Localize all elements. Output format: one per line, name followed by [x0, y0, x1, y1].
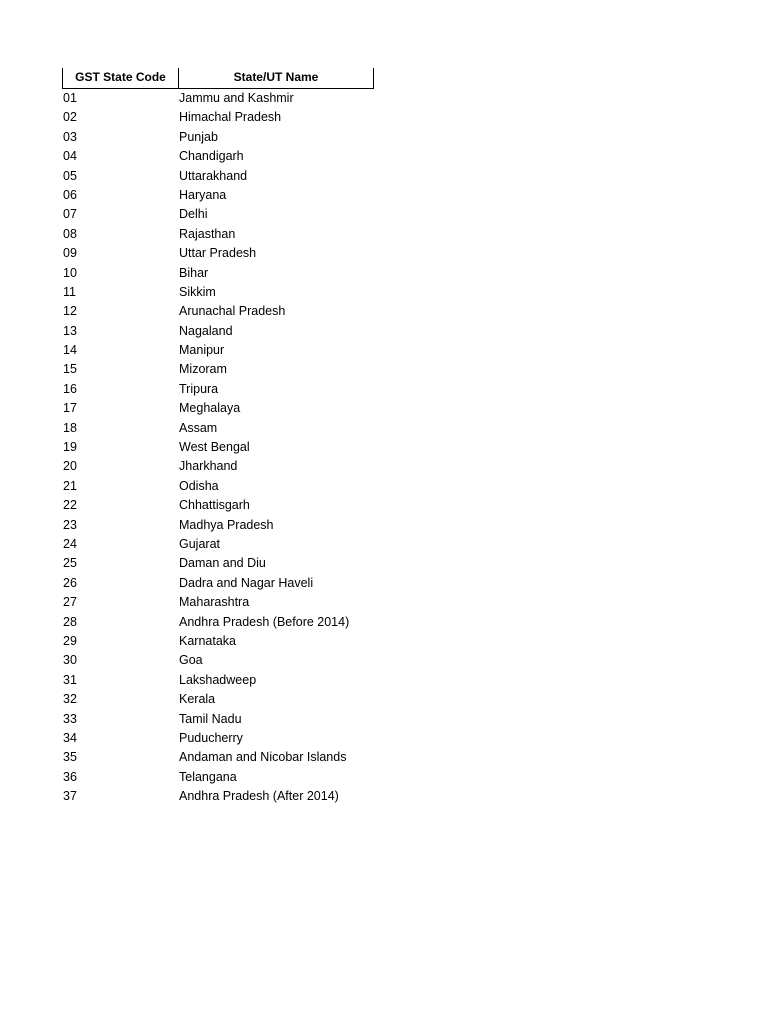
state-name-cell: Tamil Nadu	[179, 711, 242, 726]
table-row	[62, 302, 374, 321]
table-row	[62, 516, 374, 535]
state-code-cell: 18	[63, 420, 77, 435]
state-name-cell: Manipur	[179, 343, 225, 358]
state-name-cell: Puducherry	[179, 730, 243, 745]
state-code-cell: 10	[63, 265, 77, 280]
state-name-cell: Telangana	[179, 769, 237, 784]
state-code-cell: 33	[63, 711, 77, 726]
table-row	[62, 710, 374, 729]
table-row	[62, 244, 374, 263]
state-name-cell: Uttarakhand	[179, 168, 248, 183]
state-name-cell: Dadra and Nagar Haveli	[179, 575, 314, 590]
state-name-cell: Andhra Pradesh (After 2014)	[179, 789, 339, 804]
table-row	[62, 613, 374, 632]
table-row	[62, 457, 374, 476]
state-name-cell: Bihar	[179, 265, 209, 280]
table-row	[62, 264, 374, 283]
table-row	[62, 341, 374, 360]
state-code-cell: 29	[63, 633, 77, 648]
table-row	[62, 89, 374, 108]
state-name-cell: Rajasthan	[179, 226, 236, 241]
state-code-cell: 34	[63, 730, 77, 745]
state-name-cell: Lakshadweep	[179, 672, 257, 687]
state-name-cell: Chandigarh	[179, 149, 244, 164]
table-row	[62, 729, 374, 748]
table-row	[62, 205, 374, 224]
state-code-cell: 11	[63, 284, 76, 299]
state-name-cell: Maharashtra	[179, 595, 250, 610]
gst-state-code-table	[62, 68, 374, 806]
state-code-cell: 26	[63, 575, 77, 590]
state-code-cell: 23	[63, 517, 77, 532]
table-row	[62, 322, 374, 341]
state-code-cell: 15	[63, 362, 77, 377]
table-row	[62, 380, 374, 399]
state-name-cell: Daman and Diu	[179, 556, 266, 571]
state-code-cell: 08	[63, 226, 77, 241]
state-name-cell: Nagaland	[179, 323, 233, 338]
state-name-cell: Kerala	[179, 692, 216, 707]
state-code-cell: 35	[63, 750, 77, 765]
state-name-cell: Mizoram	[179, 362, 227, 377]
state-name-cell: Tripura	[179, 381, 219, 396]
state-code-cell: 37	[63, 789, 77, 804]
table-row	[62, 768, 374, 787]
state-code-cell: 01	[63, 91, 77, 105]
table-row	[62, 574, 374, 593]
state-name-cell: Arunachal Pradesh	[179, 304, 286, 319]
state-code-cell: 13	[63, 323, 77, 338]
state-name-cell: Jammu and Kashmir	[179, 91, 294, 105]
table-row	[62, 186, 374, 205]
table-row	[62, 128, 374, 147]
state-name-cell: Meghalaya	[179, 401, 241, 416]
state-name-cell: Sikkim	[179, 284, 216, 299]
state-name-cell: Odisha	[179, 478, 219, 493]
state-code-cell: 27	[63, 595, 77, 610]
table-row	[62, 671, 374, 690]
state-code-cell: 12	[63, 304, 77, 319]
state-name-cell: Andhra Pradesh (Before 2014)	[179, 614, 350, 629]
state-name-cell: Punjab	[179, 129, 218, 144]
table-row	[62, 147, 374, 166]
header-state-ut-name: State/UT Name	[233, 70, 319, 84]
table-row	[62, 651, 374, 670]
state-name-cell: Andaman and Nicobar Islands	[179, 750, 347, 765]
state-code-cell: 24	[63, 536, 77, 551]
table-row	[62, 477, 374, 496]
state-code-cell: 30	[63, 653, 77, 668]
table-row	[62, 167, 374, 186]
state-name-cell: Gujarat	[179, 536, 220, 551]
state-code-cell: 21	[63, 478, 77, 493]
state-name-cell: West Bengal	[179, 440, 250, 455]
table-row	[62, 632, 374, 651]
table-row	[62, 283, 374, 302]
state-name-cell: Delhi	[179, 207, 208, 222]
state-code-cell: 06	[63, 187, 77, 202]
table-row	[62, 593, 374, 612]
state-code-cell: 25	[63, 556, 77, 571]
table-row	[62, 535, 374, 554]
state-code-cell: 36	[63, 769, 77, 784]
table-row	[62, 419, 374, 438]
table-row	[62, 360, 374, 379]
state-name-cell: Goa	[179, 653, 203, 668]
state-code-cell: 09	[63, 246, 77, 261]
state-code-cell: 22	[63, 498, 77, 513]
state-code-cell: 16	[63, 381, 77, 396]
state-name-cell: Haryana	[179, 187, 227, 202]
state-code-cell: 20	[63, 459, 77, 474]
state-code-cell: 32	[63, 692, 77, 707]
table-row	[62, 554, 374, 573]
table-row	[62, 399, 374, 418]
table-header-row	[62, 68, 374, 89]
state-name-cell: Chhattisgarh	[179, 498, 250, 513]
state-name-cell: Madhya Pradesh	[179, 517, 274, 532]
state-code-cell: 28	[63, 614, 77, 629]
state-name-cell: Himachal Pradesh	[179, 110, 282, 125]
state-name-cell: Jharkhand	[179, 459, 238, 474]
table-row	[62, 787, 374, 806]
state-name-cell: Uttar Pradesh	[179, 246, 257, 261]
table-body	[62, 89, 374, 806]
table-row	[62, 108, 374, 127]
state-name-cell: Assam	[179, 420, 218, 435]
table-row	[62, 690, 374, 709]
state-code-cell: 07	[63, 207, 77, 222]
state-code-cell: 03	[63, 129, 77, 144]
state-code-cell: 31	[63, 672, 77, 687]
state-code-cell: 14	[63, 343, 77, 358]
header-gst-state-code: GST State Code	[63, 68, 179, 88]
state-name-cell: Karnataka	[179, 633, 236, 648]
table-row	[62, 496, 374, 515]
table-row	[62, 748, 374, 767]
state-code-cell: 05	[63, 168, 77, 183]
state-code-cell: 04	[63, 149, 77, 164]
state-code-cell: 17	[63, 401, 77, 416]
state-code-cell: 02	[63, 110, 77, 125]
table-row	[62, 225, 374, 244]
table-row	[62, 438, 374, 457]
state-code-cell: 19	[63, 440, 77, 455]
